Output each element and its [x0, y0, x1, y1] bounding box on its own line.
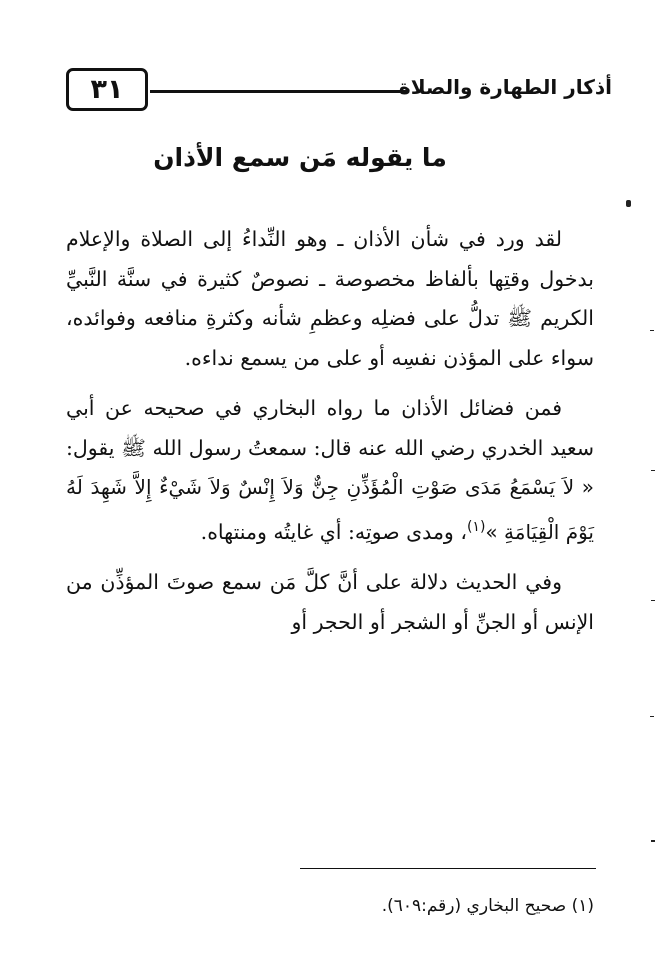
scan-speck — [651, 840, 655, 842]
section-title: ما يقوله مَن سمع الأذان — [153, 143, 447, 172]
paragraph-hadith — [66, 389, 594, 552]
hadith-quote: « لاَ يَسْمَعُ مَدَى صَوْتِ الْمُؤَذِّنِ جِنٌّ وَلاَ إِنْسٌ وَلاَ شَيْءٌ إِلاَّ شَهِدَ لَهُ يَوْمَ الْقِيَامَةِ » — [66, 475, 594, 544]
header-rule — [150, 90, 408, 93]
running-header-title: أذكار الطهارة والصلاة — [398, 75, 612, 99]
hadith-explanation: ، ومدى صوتِه: أي غايتُه ومنتهاه. — [200, 519, 467, 544]
page-number: ٣١ — [90, 73, 124, 105]
scan-speck — [651, 600, 655, 601]
paragraph-lesson: وفي الحديث دلالة على أنَّ كلَّ مَن سمع صوتَ المؤذِّن من الإنس أو الجنِّ أو الشجر أو الحجر أو — [66, 570, 594, 634]
scan-speck — [650, 716, 654, 717]
footnote-1: (١) صحيح البخاري (رقم:٦٠٩). — [381, 896, 594, 916]
scan-speck — [626, 200, 631, 207]
footnote-rule — [300, 868, 596, 869]
paragraph-intro: لقد ورد في شأن الأذان ـ وهو النِّداءُ إلى الصلاة والإعلام بدخول وقتِها بألفاظ مخصوصة ـ نصوصٌ كثيرة في سنَّة النَّبيِّ الكريم ﷺ تدلُّ على فضلِه وعظمِ شأنه وكثرةِ منافعه وفوائده، سواء على المؤذن نفسِه أو على من يسمع نداءه. — [66, 227, 594, 370]
hadith-intro: فمن فضائل الأذان ما رواه البخاري في صحيحه عن أبي سعيد الخدري رضي الله عنه قال: سمعتُ رسول الله ﷺ يقول: — [66, 396, 594, 460]
page-number-box — [66, 68, 148, 111]
scan-speck — [650, 330, 654, 331]
body-text — [66, 220, 594, 653]
footnote-ref-1[interactable]: (١) — [466, 518, 486, 535]
scan-speck — [651, 470, 655, 471]
